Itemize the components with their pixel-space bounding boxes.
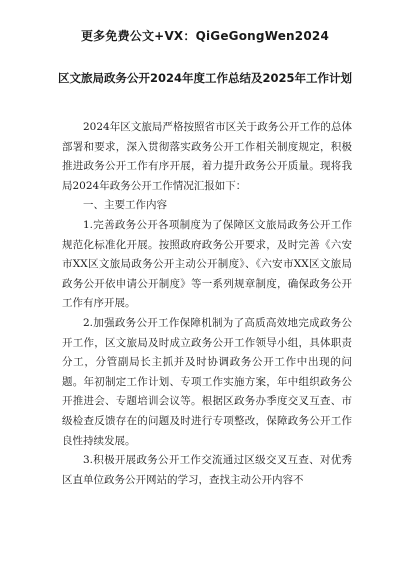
watermark-text: 更多免费公文+VX：QiGeGongWen2024 [80, 29, 329, 43]
document-body [62, 118, 352, 490]
paragraph-item-1: 1.完善政务公开各项制度为了保障区文旅局政务公开工作规范化标准化开展。按照政府政务公开要求，及时完善《六安市XX区文旅局政务公开主动公开制度》、《六安市XX区文旅局政务公开依申请公开制度》等一系列规章制度，确保政务公开工作有序开展。 [62, 218, 352, 310]
paragraph-item-3: 3.积极开展政务公开工作交流通过区级交叉互查、对优秀区直单位政务公开网站的学习，查找主动公开内容不 [62, 454, 352, 486]
paragraph-intro: 2024年区文旅局严格按照省市区关于政务公开工作的总体部署和要求，深入贯彻落实政务公开工作相关制度规定，积极推进政务公开工作有序开展，着力提升政务公开质量。现将我局2024年政务公开工作情况汇报如下： [62, 121, 352, 192]
section-heading: 一、主要工作内容 [83, 199, 167, 212]
paragraph-item-2: 2.加强政务公开工作保障机制为了高质高效地完成政务公开工作，区文旅局及时成立政务公开工作领导小组，具体职责分工，分管副局长主抓并及时协调政务公开工作中出现的问题。年初制定工作计划、专项工作实施方案，年中组织政务公开推进会、专题培训会议等。根据区政务办季度交叉互查、市级检查反馈存在的问题及时进行专项整改，保障政务公开工作良性持续发展。 [62, 316, 352, 447]
document-title: 区文旅局政务公开2024年度工作总结及2025年工作计划 [57, 71, 352, 85]
